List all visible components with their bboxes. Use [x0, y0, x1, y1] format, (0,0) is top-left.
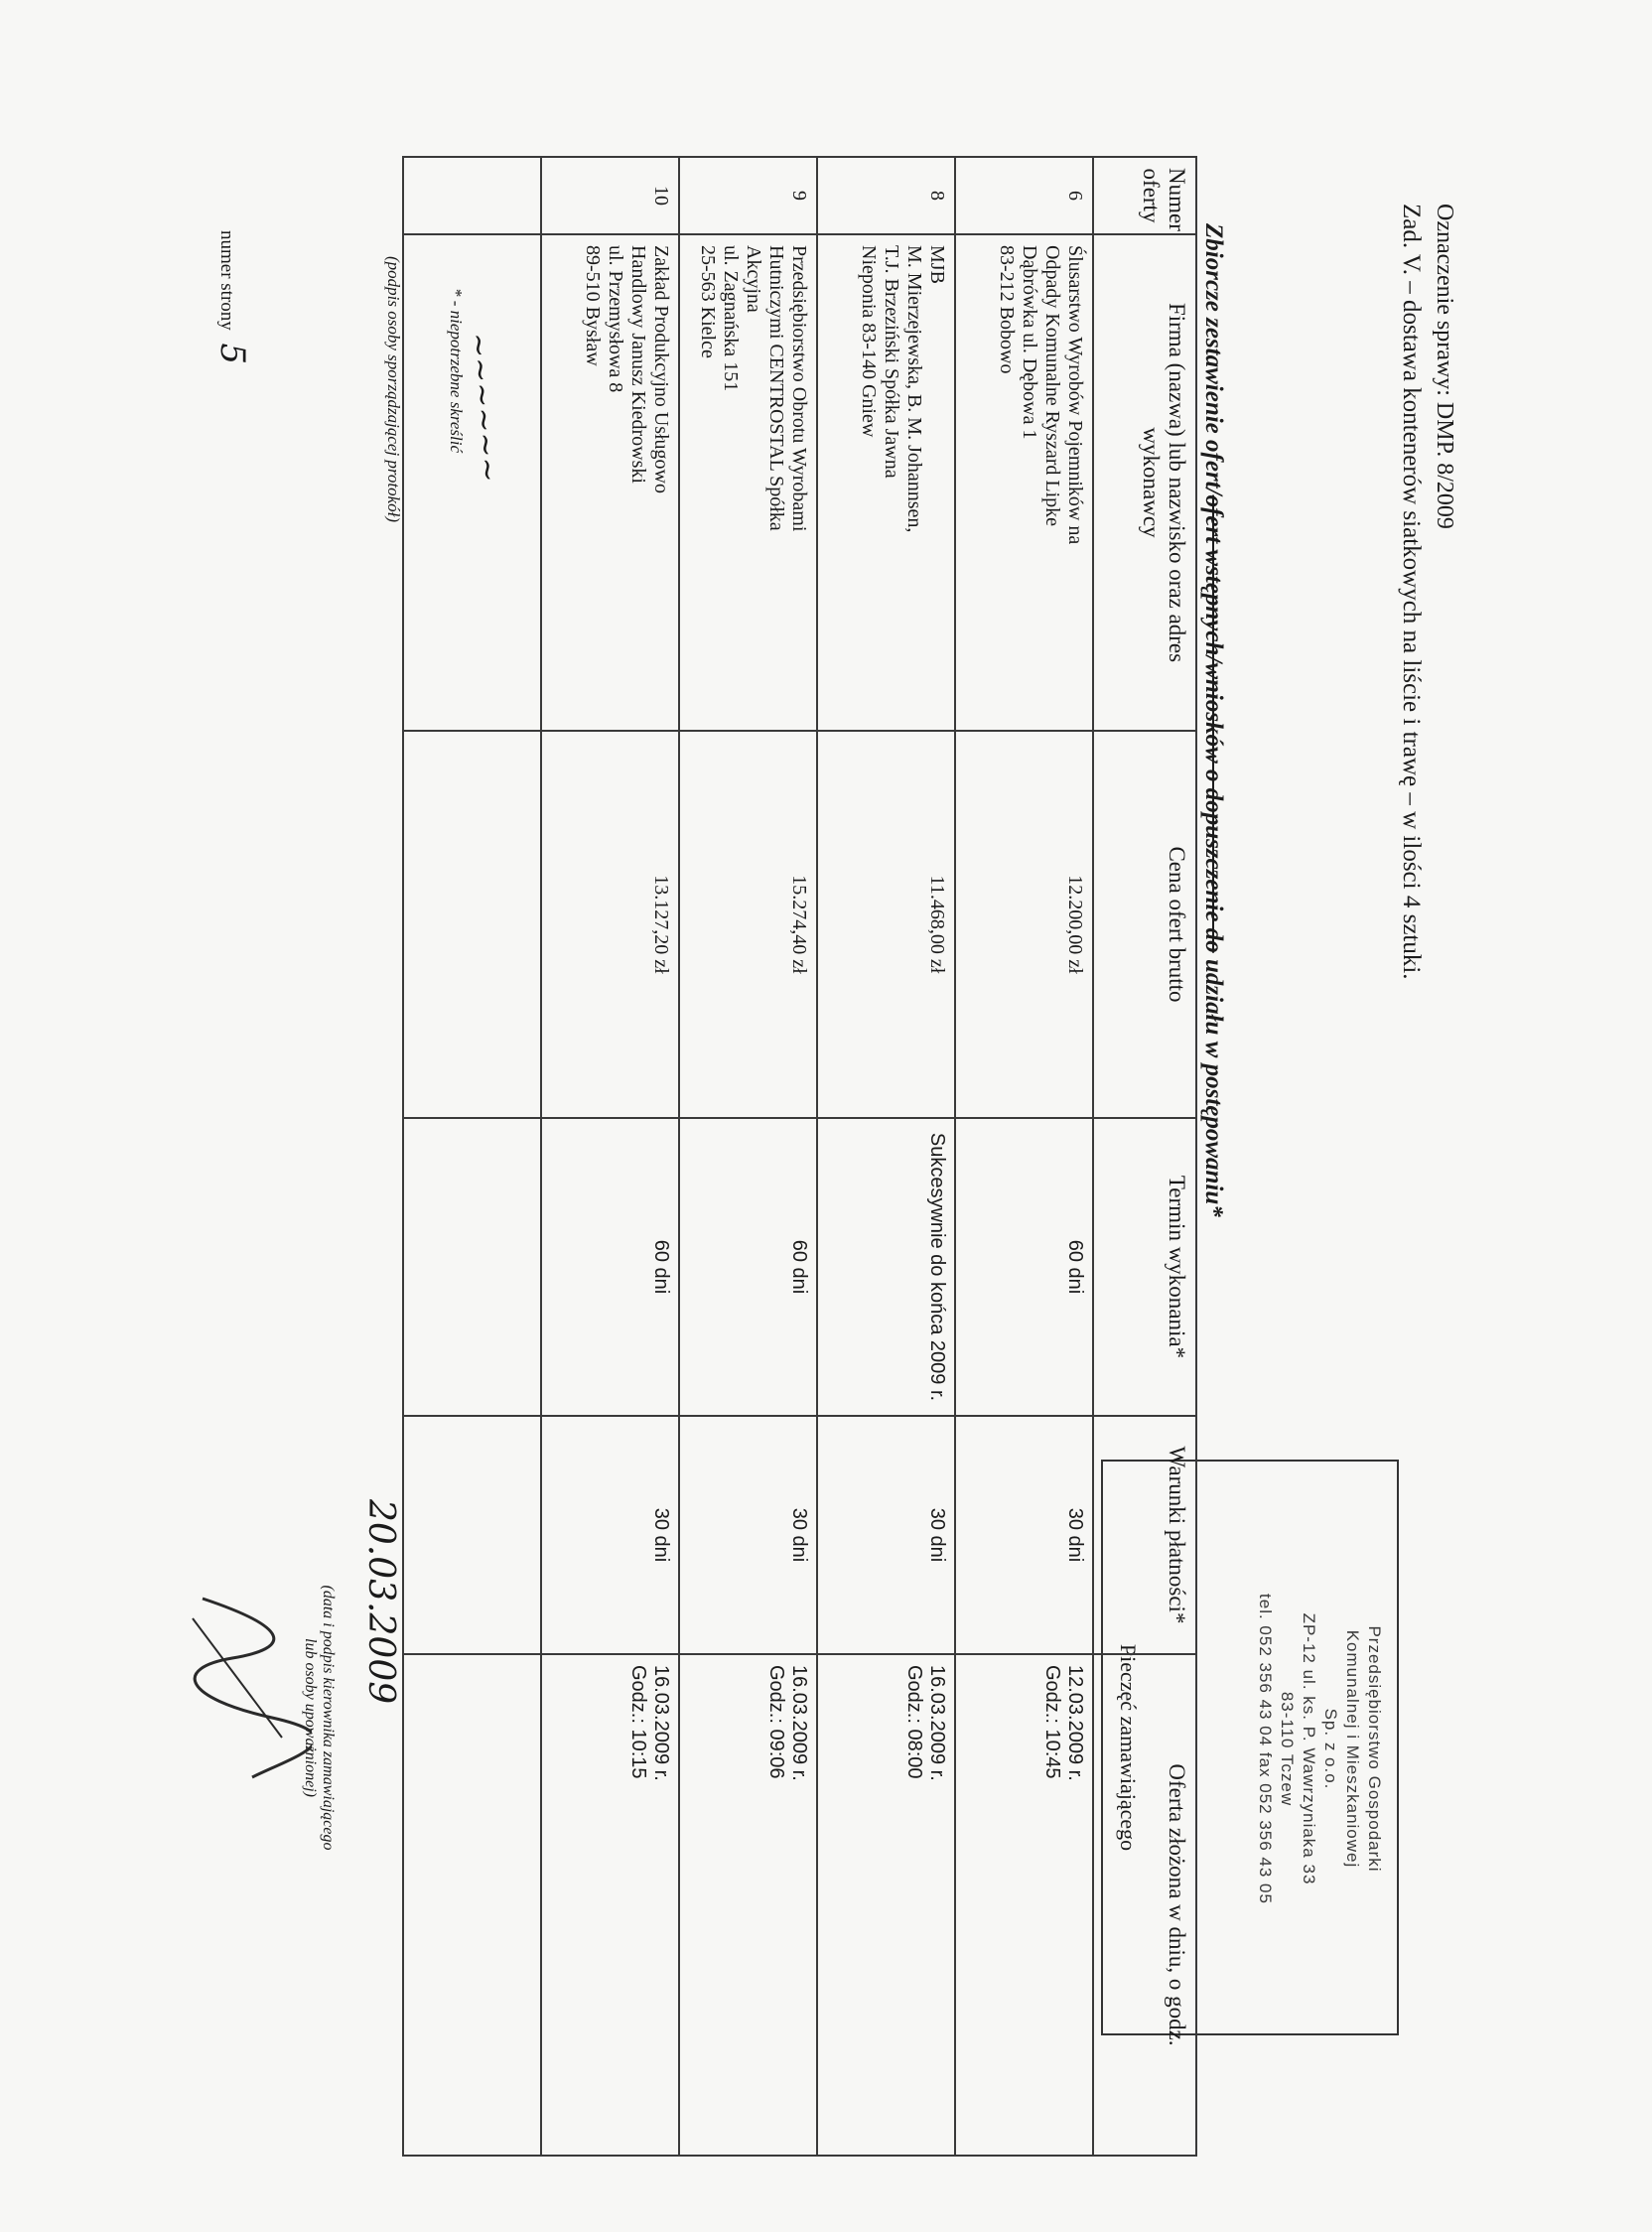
term-cell: 60 dni	[679, 1118, 817, 1416]
price-cell: 13.127,20 zł	[541, 731, 679, 1118]
payment-cell: 30 dni	[955, 1416, 1093, 1654]
stamp-line: ZP-12 ul. ks. P. Wawrzyniaka 33	[1300, 1612, 1318, 1885]
firm-line: Przedsiębiorstwo Obrotu Wyrobami	[788, 245, 810, 532]
header-term: Termin wykonania*	[1093, 1118, 1196, 1416]
date-line: 12.03.2009 r.	[1064, 1665, 1086, 1781]
submission-date-cell	[817, 1654, 955, 2156]
header-payment: Warunki płatności*	[1093, 1416, 1196, 1654]
case-number: Oznaczenie sprawy: DMP. 8/2009	[1432, 204, 1457, 529]
firm-line: 83-212 Bobowo	[996, 245, 1018, 374]
payment-cell: 30 dni	[817, 1416, 955, 1654]
empty-cell	[403, 1654, 541, 2156]
title-struck-text: ofert wstępnych/wniosków o dopuszczenie do	[1200, 494, 1227, 953]
firm-line: Ślusarstwo Wyrobów Pojemników na	[1064, 245, 1086, 545]
submission-date-cell	[679, 1654, 817, 2156]
preparer-label: (podpis osoby sporządzającej protokół)	[384, 256, 403, 523]
firm-line: MJB	[926, 245, 948, 284]
firm-cell	[817, 234, 955, 731]
stamp-line: 83-110 Tczew	[1278, 1691, 1297, 1807]
firm-line: T.J. Brzeziński Spółka Jawna	[881, 245, 902, 479]
time-line: Godz.: 10:15	[627, 1665, 649, 1779]
offer-number: 6	[955, 157, 1093, 234]
table-row	[679, 157, 817, 2156]
firm-line: M. Mierzejewska, B. M. Johannsen,	[903, 245, 925, 533]
firm-line: Hutniczymi CENTROSTAL Spółka	[765, 245, 787, 531]
preparer-signature: ~~~~~~	[460, 331, 506, 484]
header-submission-date: Oferta złożona w dniu, o godz.	[1093, 1654, 1196, 2156]
payment-cell: 30 dni	[541, 1416, 679, 1654]
approver-signature	[173, 1589, 312, 1787]
offer-number: 9	[679, 157, 817, 234]
firm-line: ul. Zagnańska 151	[720, 245, 742, 392]
firm-line: Odpady Komunalne Ryszard Lipke	[1041, 245, 1063, 527]
handwritten-date: 20.03.2009	[360, 1499, 401, 1705]
term-cell: Sukcesywnie do końca 2009 r.	[817, 1118, 955, 1416]
approver-label-line: lub osoby upoważnionej)	[302, 1638, 319, 1797]
firm-line: Dąbrówka ul. Dębowa 1	[1019, 245, 1040, 440]
date-line: 16.03.2009 r.	[788, 1665, 810, 1781]
firm-line: Akcyjna	[743, 245, 764, 313]
header-offer-number: Numer oferty	[1093, 157, 1196, 234]
header-block	[1397, 204, 1457, 980]
stamp-label: Pieczęć zamawiającego	[1116, 1643, 1141, 1852]
firm-line: Nieponia 83-140 Gniew	[858, 245, 880, 438]
page-number	[212, 230, 252, 364]
firm-cell	[541, 234, 679, 731]
submission-date-cell	[541, 1654, 679, 2156]
price-cell: 12.200,00 zł	[955, 731, 1093, 1118]
title-prefix: Zbiorcze zestawienie ofert/	[1200, 223, 1227, 495]
stamp-line: tel. 052 356 43 04 fax 052 356 43 05	[1256, 1594, 1275, 1904]
payment-cell: 30 dni	[679, 1416, 817, 1654]
table-title	[1199, 223, 1227, 1217]
time-line: Godz.: 08:00	[903, 1665, 925, 1779]
empty-cell	[403, 1118, 541, 1416]
stamp-text	[1254, 1473, 1385, 2024]
term-cell: 60 dni	[955, 1118, 1093, 1416]
table-row	[817, 157, 955, 2156]
price-cell: 15.274,40 zł	[679, 731, 817, 1118]
firm-line: 89-510 Bysław	[582, 245, 604, 366]
submission-date-cell	[955, 1654, 1093, 2156]
offer-number: 8	[817, 157, 955, 234]
table-row	[541, 157, 679, 2156]
task-description: Zad. V. – dostawa kontenerów siatkowych na liście i trawę – w ilości 4 sztuki.	[1398, 204, 1425, 980]
price-cell: 11.468,00 zł	[817, 731, 955, 1118]
offers-table	[402, 156, 1197, 2157]
table-row	[955, 157, 1093, 2156]
table-header-row	[1093, 157, 1196, 2156]
offer-number: 10	[541, 157, 679, 234]
page-number-value: 5	[212, 343, 252, 365]
time-line: Godz.: 10:45	[1041, 1665, 1063, 1779]
header-firm: Firma (nazwa) lub nazwisko oraz adres wykonawcy	[1093, 234, 1196, 731]
empty-cell	[403, 731, 541, 1118]
title-suffix: udziału w postępowaniu*	[1200, 952, 1227, 1217]
date-line: 16.03.2009 r.	[926, 1665, 948, 1781]
page-number-label: numer strony	[216, 230, 237, 331]
time-line: Godz.: 09:06	[765, 1665, 787, 1779]
firm-line: Handlowy Janusz Kiedrowski	[627, 245, 649, 484]
firm-cell	[955, 234, 1093, 731]
date-line: 16.03.2009 r.	[650, 1665, 672, 1781]
firm-line: Zakład Produkcyjno Usługowo	[650, 245, 672, 493]
stamp-line: Komunalnej i Mieszkaniowej	[1343, 1629, 1362, 1869]
empty-cell	[403, 157, 541, 234]
footnote: * - niepotrzebne skreślić	[447, 288, 466, 454]
approver-label-line: (data i podpis kierownika zamawiającego	[320, 1585, 337, 1851]
firm-line: ul. Przemysłowa 8	[605, 245, 626, 393]
stamp-line: Sp. z o.o.	[1321, 1708, 1340, 1790]
empty-cell	[403, 1416, 541, 1654]
firm-line: 25-563 Kielce	[697, 245, 719, 358]
term-cell: 60 dni	[541, 1118, 679, 1416]
header-price: Cena ofert brutto	[1093, 731, 1196, 1118]
firm-cell	[679, 234, 817, 731]
stamp-line: Przedsiębiorstwo Gospodarki	[1365, 1625, 1384, 1873]
